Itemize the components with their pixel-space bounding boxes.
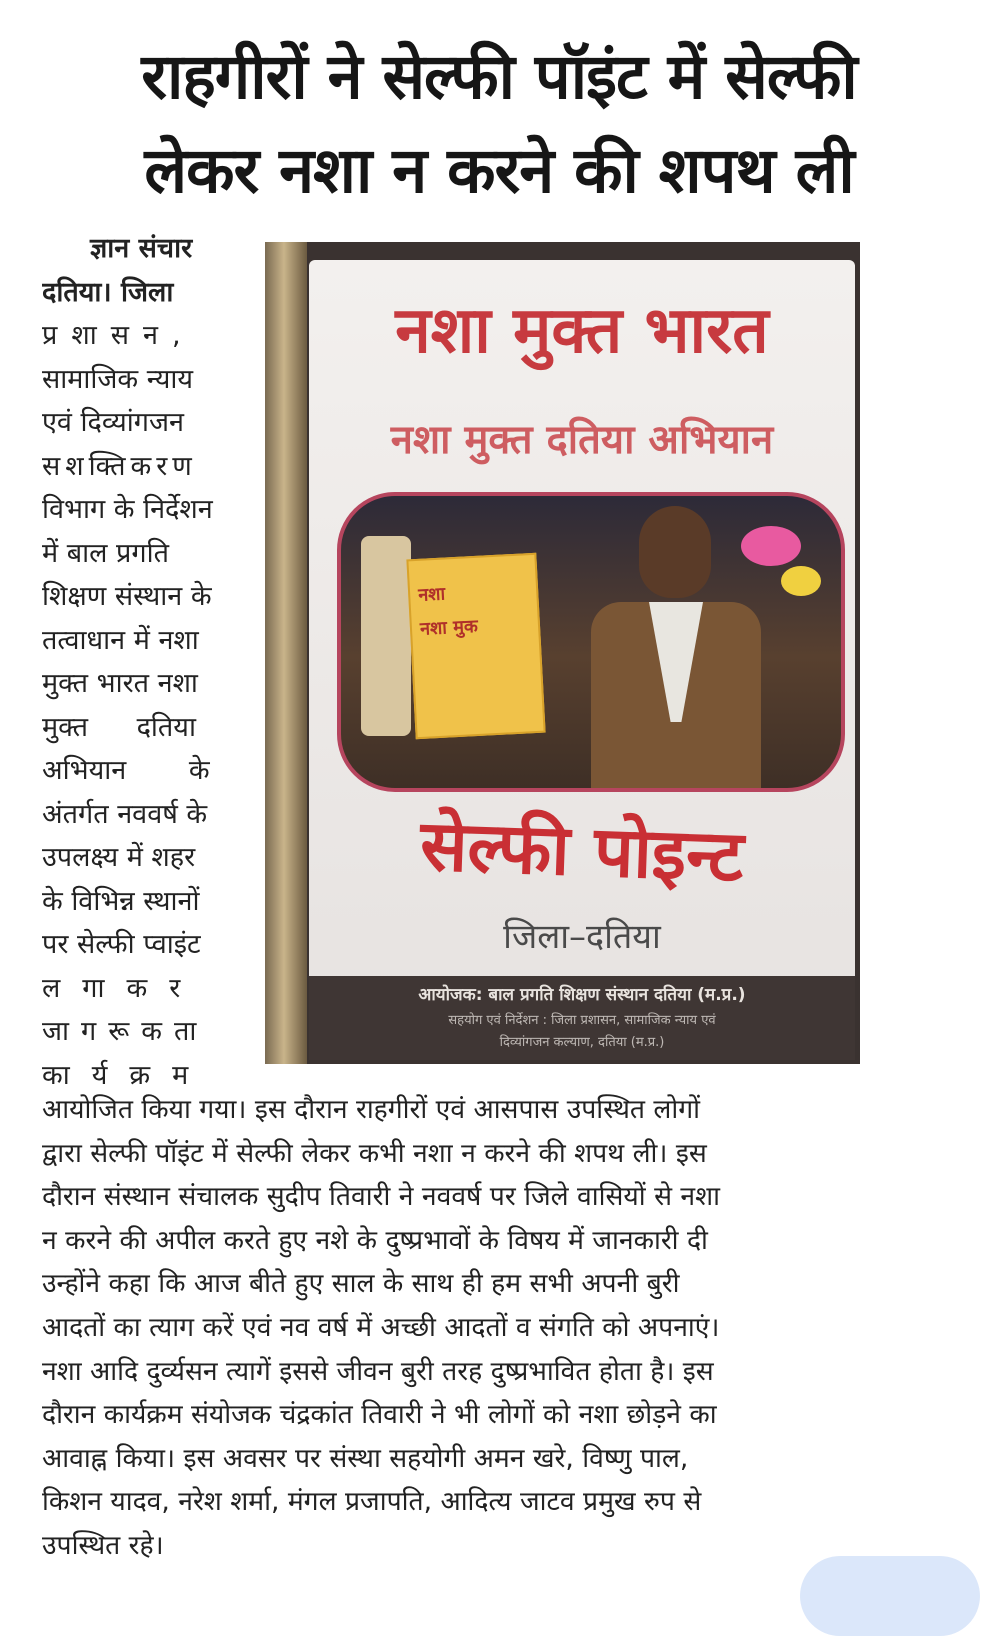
article-line: किशन यादव, नरेश शर्मा, मंगल प्रजापति, आदित्य जाटव प्रमुख रुप से <box>42 1486 702 1518</box>
article-line: सशक्तिकरण <box>42 450 197 482</box>
article-line: पर सेल्फी प्वाइंट <box>42 929 201 960</box>
article-line: उन्होंने कहा कि आज बीते हुए साल के साथ ही हम सभी अपनी बुरी <box>42 1268 680 1300</box>
article-line: सामाजिक न्याय <box>42 363 194 395</box>
article-line: में बाल प्रगति <box>42 537 169 569</box>
selfie-point-text: सेल्फी पोइन्ट <box>418 803 745 898</box>
article-line: तत्वाधान में नशा <box>42 624 199 656</box>
headline <box>20 30 978 218</box>
selfie-point-photo <box>265 242 860 1064</box>
article-line: दतिया। जिला <box>42 276 174 308</box>
article-line: मुक्त भारत नशा <box>42 668 198 699</box>
article-line: न करने की अपील करते हुए नशे के दुष्प्रभावों के विषय में जानकारी दी <box>42 1224 708 1256</box>
banner-pole <box>265 242 307 1064</box>
person-in-frame <box>591 506 761 792</box>
banner-title: नशा मुक्त भारत <box>395 293 769 368</box>
article-line: अंतर्गत नववर्ष के <box>42 798 208 830</box>
headline-line-2: लेकर नशा न करने की शपथ ली <box>144 134 854 207</box>
banner-subtitle: नशा मुक्त दतिया अभियान <box>390 416 774 463</box>
article-line: आयोजित किया गया। इस दौरान राहगीरों एवं आसपास उपस्थित लोगों <box>42 1094 701 1125</box>
article-line: शिक्षण संस्थान के <box>42 581 212 612</box>
article-line: विभाग के निर्देशन <box>42 494 213 525</box>
byline: ज्ञान संचार <box>90 233 193 264</box>
article-line: कार्यक्रम <box>42 1059 211 1091</box>
article-line: प्रशासन, <box>42 320 195 351</box>
district-text: जिला–दतिया <box>503 917 661 957</box>
article-line: दौरान संस्थान संचालक सुदीप तिवारी ने नववर्ष पर जिले वासियों से नशा <box>42 1181 720 1213</box>
article-line: के विभिन्न स्थानों <box>42 885 200 917</box>
article-line: मुक्त दतिया <box>42 711 196 743</box>
selfie-frame-window <box>337 492 845 792</box>
floating-action-button[interactable] <box>800 1556 980 1636</box>
article-line: एवं दिव्यांगजन <box>42 407 184 438</box>
article-line: नशा आदि दुर्व्यसन त्यागें इससे जीवन बुरी तरह दुष्प्रभावित होता है। इस <box>42 1355 714 1387</box>
selfie-banner <box>309 260 855 1060</box>
cooperation-text: सहयोग एवं निर्देशन : जिला प्रशासन, सामाजिक न्याय एवं <box>448 1013 716 1028</box>
article-line: लगाकर <box>42 972 203 1004</box>
article-line: जागरूकता <box>42 1016 209 1047</box>
poster-text: नशा मुक <box>419 615 479 640</box>
article-wide-column <box>42 1088 882 1568</box>
article-line: अभियान के <box>42 755 210 786</box>
article-narrow-column <box>42 227 248 1097</box>
person-head <box>639 506 711 598</box>
article-line: द्वारा सेल्फी पॉइंट में सेल्फी लेकर कभी नशा न करने की शपथ ली। इस <box>42 1137 707 1169</box>
organizer-text: आयोजक: बाल प्रगति शिक्षण संस्थान दतिया (म.प्र.) <box>418 985 746 1005</box>
poster-text: नशा <box>417 583 446 606</box>
background-poster <box>406 553 545 740</box>
article-line: उपस्थित रहे। <box>42 1529 164 1561</box>
article-line: आदतों का त्याग करें एवं नव वर्ष में अच्छी आदतों व संगति को अपनाएं। <box>42 1311 720 1343</box>
background-poster <box>361 536 411 736</box>
article-line: उपलक्ष्य में शहर <box>42 842 196 873</box>
headline-line-1: राहगीरों ने सेल्फी पॉइंट में सेल्फी <box>141 40 857 113</box>
article-line: आवाह्न किया। इस अवसर पर संस्था सहयोगी अमन खरे, विष्णु पाल, <box>42 1442 689 1474</box>
banner-footer <box>309 976 855 1060</box>
balloon-decoration <box>781 566 821 596</box>
article-line: दौरान कार्यक्रम संयोजक चंद्रकांत तिवारी ने भी लोगों को नशा छोड़ने का <box>42 1399 717 1431</box>
cooperation-text: दिव्यांगजन कल्याण, दतिया (म.प्र.) <box>499 1035 665 1050</box>
